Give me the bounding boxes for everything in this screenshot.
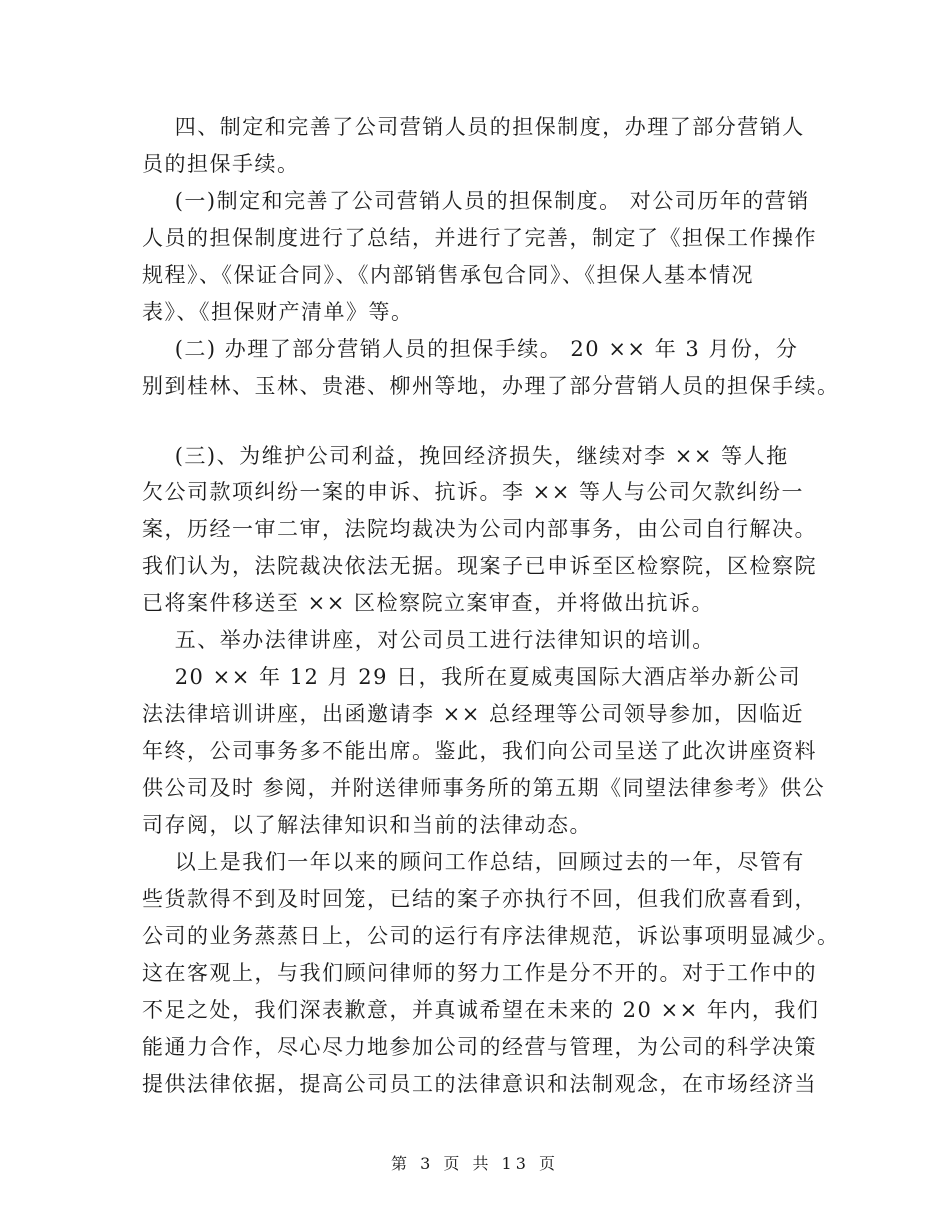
text-line: 表》、《担保财产清单》等。: [142, 300, 414, 324]
text-line: (一)制定和完善了公司营销人员的担保制度。 对公司历年的营销: [142, 189, 810, 213]
text-line: 能通力合作，尽心尽力地参加公司的经营与管理，为公司的科学决策: [142, 1035, 817, 1059]
page-number: 第 3 页 共 13 页: [391, 1154, 559, 1173]
text-line: 人员的担保制度进行了总结，并进行了完善，制定了《担保工作操作: [142, 226, 817, 250]
text-line: 以上是我们一年以来的顾问工作总结，回顾过去的一年，尽管有: [142, 850, 805, 874]
text-line: (二) 办理了部分营销人员的担保手续。 20 ×× 年 3 月份，分: [142, 337, 799, 361]
text-line: 别到桂林、玉林、贵港、柳州等地，办理了部分营销人员的担保手续。: [142, 374, 840, 398]
text-line: (三)、为维护公司利益，挽回经济损失，继续对李 ×× 等人拖: [142, 444, 789, 468]
text-line: 已将案件移送至 ×× 区检察院立案审查，并将做出抗诉。: [142, 591, 715, 615]
text-line: 提供法律依据，提高公司员工的法律意识和法制观念，在市场经济当: [142, 1072, 817, 1096]
text-line: 公司的业务蒸蒸日上，公司的运行有序法律规范，诉讼事项明显减少。: [142, 924, 840, 948]
text-line: 四、制定和完善了公司营销人员的担保制度，办理了部分营销人: [142, 115, 805, 139]
text-line: 欠公司款项纠纷一案的申诉、抗诉。李 ×× 等人与公司欠款纠纷一: [142, 480, 805, 504]
text-line: 年终，公司事务多不能出席。鉴此，我们向公司呈送了此次讲座资料: [142, 739, 817, 763]
text-line: 供公司及时 参阅，并附送律师事务所的第五期《同望法律参考》供公: [142, 776, 826, 800]
text-line: 些货款得不到及时回笼，已结的案子亦执行不回，但我们欣喜看到，: [142, 887, 817, 911]
text-line: 五、举办法律讲座，对公司员工进行法律知识的培训。: [142, 628, 715, 652]
text-line: 法法律培训讲座，出函邀请李 ×× 总经理等公司领导参加，因临近: [142, 702, 805, 726]
text-line: 规程》、《保证合同》、《内部销售承包合同》、《担保人基本情况: [142, 263, 754, 287]
text-line: 不足之处，我们深表歉意，并真诚希望在未来的 20 ×× 年内，我们: [142, 998, 820, 1022]
text-line: 员的担保手续。: [142, 152, 300, 176]
text-line: 我们认为，法院裁决依法无据。现案子已申诉至区检察院，区检察院: [142, 554, 817, 578]
text-line: 这在客观上，与我们顾问律师的努力工作是分不开的。对于工作中的: [142, 961, 817, 985]
text-line: 案，历经一审二审，法院均裁决为公司内部事务，由公司自行解决。: [142, 517, 817, 541]
text-line: 司存阅，以了解法律知识和当前的法律动态。: [142, 813, 592, 837]
text-line: 20 ×× 年 12 月 29 日，我所在夏威夷国际大酒店举办新公司: [142, 665, 802, 689]
